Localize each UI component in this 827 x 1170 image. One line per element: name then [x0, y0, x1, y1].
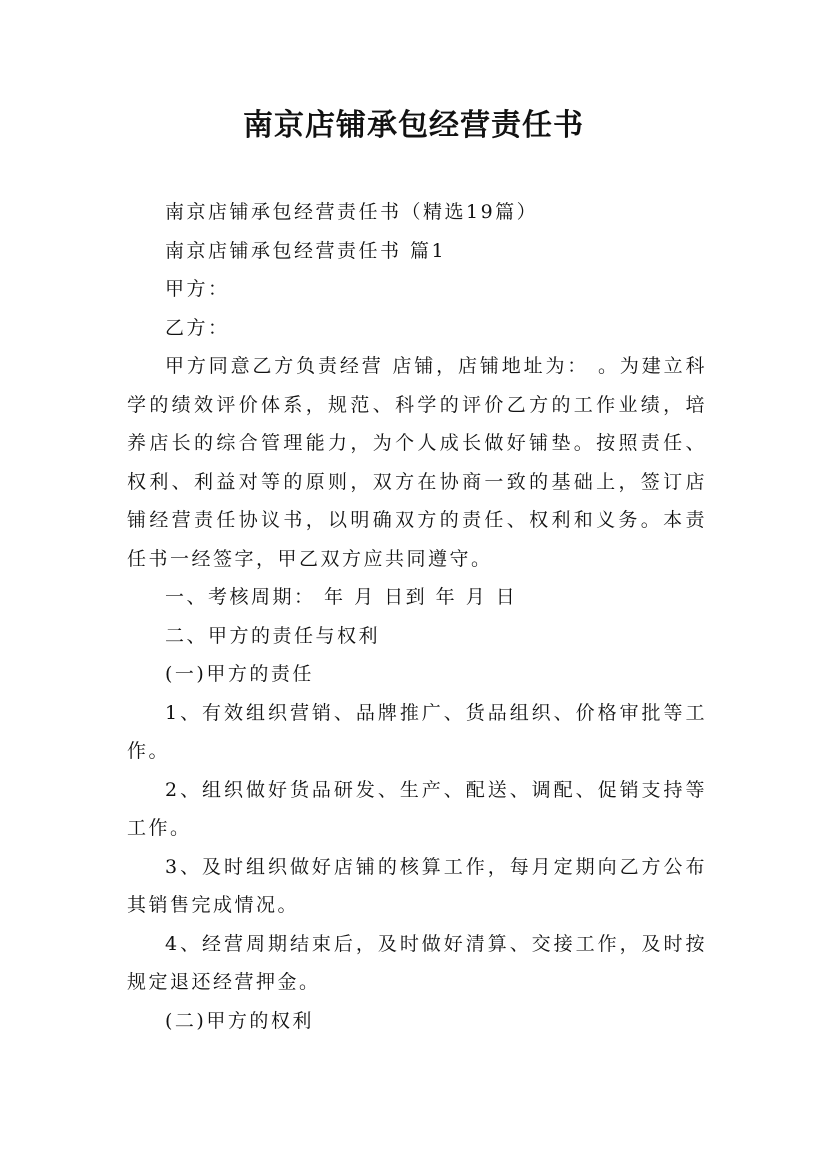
paragraph-duty-2: 2、组织做好货品研发、生产、配送、调配、促销支持等工作。 — [127, 778, 707, 839]
paragraph-section-heading: 南京店铺承包经营责任书 篇1 — [165, 239, 447, 262]
paragraph-heading-party-a-duties: (一)甲方的责任 — [165, 663, 314, 685]
paragraph-duty-1: 1、有效组织营销、品牌推广、货品组织、价格审批等工作。 — [127, 701, 707, 762]
paragraph-duty-4: 4、经营周期结束后，及时做好清算、交接工作，及时按规定退还经营押金。 — [127, 932, 707, 993]
document-title: 南京店铺承包经营责任书 — [243, 108, 584, 143]
paragraph-subtitle: 南京店铺承包经营责任书（精选19篇） — [165, 201, 539, 223]
paragraph-party-a: 甲方： — [165, 278, 230, 300]
paragraph-heading-party-a-duties-rights: 二、甲方的责任与权利 — [165, 624, 381, 647]
paragraph-intro: 甲方同意乙方负责经营 店铺，店铺地址为： 。为建立科学的绩效评价体系，规范、科学的评价乙方的工作业绩，培养店长的综合管理能力，为个人成长做好铺垫。按照责任、权利、利益对等的原则，双方在协商一致的基础上，签订店铺经营责任协议书，以明确双方的责任、权利和义务。本责任书一经签字，甲乙双方应共同遵守。 — [127, 355, 707, 570]
paragraph-duty-3: 3、及时组织做好店铺的核算工作，每月定期向乙方公布其销售完成情况。 — [127, 855, 707, 916]
paragraph-assessment-period: 一、考核周期： 年 月 日到 年 月 日 — [165, 586, 518, 608]
paragraph-party-b: 乙方： — [165, 316, 230, 339]
document-body — [127, 193, 707, 1040]
paragraph-heading-party-a-rights: (二)甲方的权利 — [165, 1009, 314, 1032]
